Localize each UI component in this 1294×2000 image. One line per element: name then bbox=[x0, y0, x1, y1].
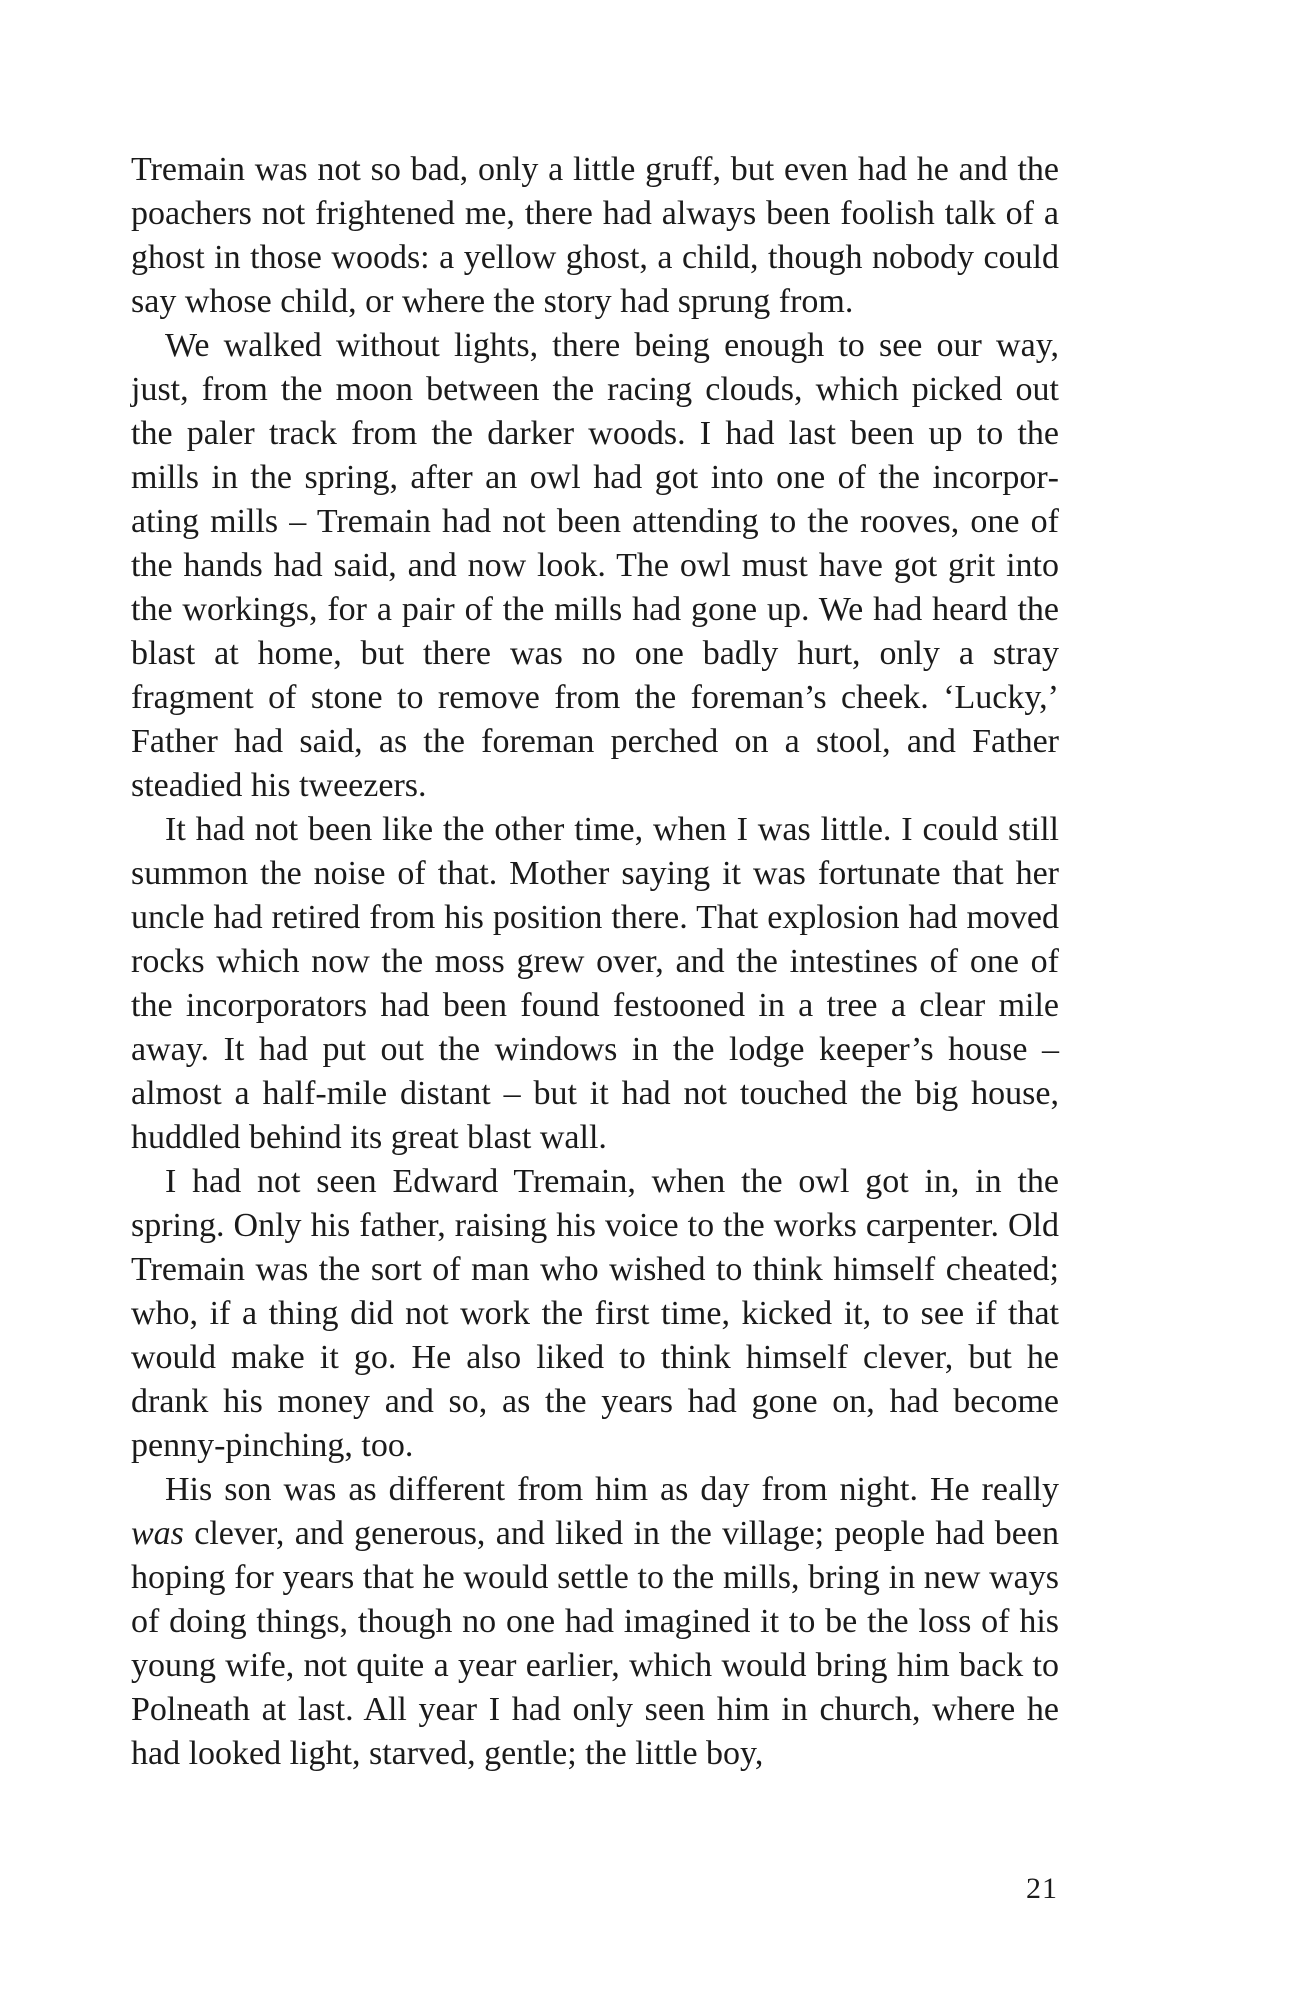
emphasized-word: was bbox=[131, 1515, 184, 1552]
paragraph-text: We walked without lights, there being enough to see our way, just, from the moon between the racing clouds, which picked out the paler track from the darker woods. I had last been up to the mills in the spring, after an owl had got into one of the incorporating mills – Tremain had not been attending to the rooves, one of the hands had said, and now look. The owl must have got grit into the workings, for a pair of the mills had gone up. We had heard the blast at home, but there was no one badly hurt, only a stray fragment of stone to remove from the foreman’s cheek. ‘Lucky,’ Father had said, as the foreman perched on a stool, and Father steadied his tweezers. bbox=[131, 327, 1059, 804]
paragraph-text: Tremain was not so bad, only a little gruff, but even had he and the poachers not frightened me, there had always been foolish talk of a ghost in those woods: a yellow ghost, a child, though nobody could say whose child, or where the story had sprung from. bbox=[131, 151, 1059, 320]
page-number: 21 bbox=[1026, 1872, 1058, 1905]
paragraph-text: His son was as different from him as day from night. He really bbox=[165, 1471, 1059, 1508]
body-text bbox=[131, 148, 1059, 1776]
paragraph bbox=[131, 1468, 1059, 1776]
paragraph-text: I had not seen Edward Tremain, when the owl got in, in the spring. Only his father, raising his voice to the works carpenter. Old Tremain was the sort of man who wished to think himself cheated; who, if a thing did not work the first time, kicked it, to see if that would make it go. He also liked to think himself clever, but he drank his money and so, as the years had gone on, had become penny-pinching, too. bbox=[131, 1163, 1059, 1464]
paragraph bbox=[131, 148, 1059, 324]
paragraph bbox=[131, 324, 1059, 808]
paragraph-text: It had not been like the other time, when I was little. I could still summon the noise of that. Mother saying it was fortunate that her uncle had retired from his position there. That explosion had moved rocks which now the moss grew over, and the intestines of one of the incorporators had been found festooned in a tree a clear mile away. It had put out the windows in the lodge keeper’s house – almost a half-mile distant – but it had not touched the big house, huddled behind its great blast wall. bbox=[131, 811, 1059, 1156]
paragraph bbox=[131, 808, 1059, 1160]
paragraph-text: clever, and generous, and liked in the village; people had been hoping for years that he would settle to the mills, bring in new ways of doing things, though no one had imagined it to be the loss of his young wife, not quite a year earlier, which would bring him back to Polneath at last. All year I had only seen him in church, where he had looked light, starved, gentle; the little boy, bbox=[131, 1515, 1059, 1772]
paragraph bbox=[131, 1160, 1059, 1468]
